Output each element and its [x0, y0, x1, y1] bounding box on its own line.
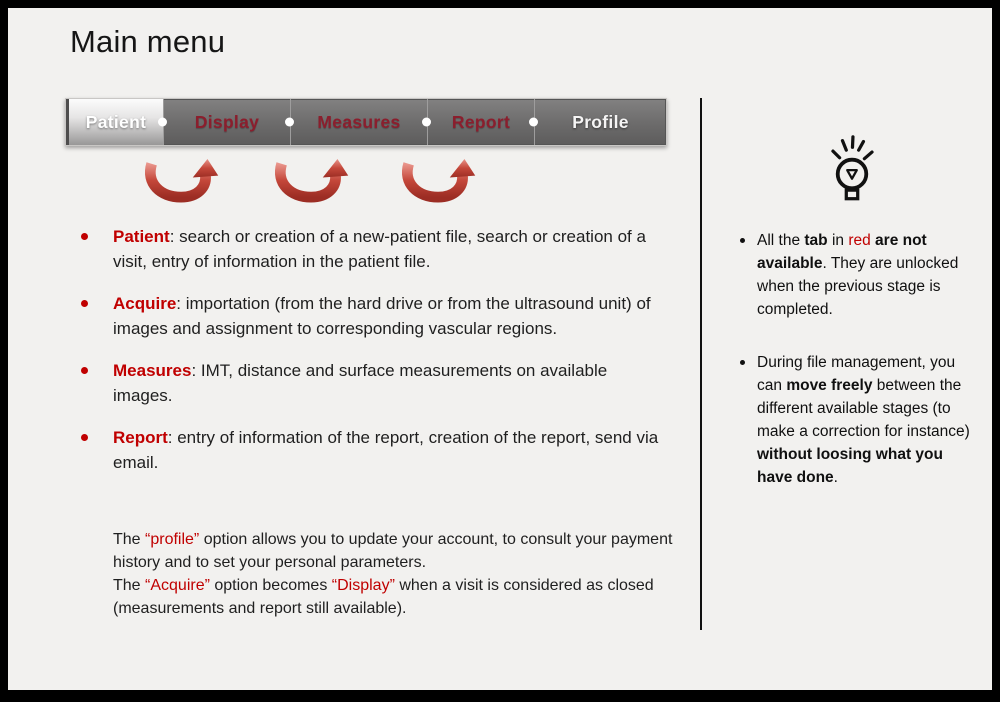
curved-arrow-icon — [398, 156, 480, 203]
red-bullet-marker — [81, 434, 88, 441]
tab-display[interactable] — [163, 99, 290, 145]
red-bullet-marker — [81, 367, 88, 374]
tab-report-label: Report — [451, 111, 511, 132]
note-text: During file management, you can move freely between the different available stages (to make a correction for instance) without loosing what you have done. — [757, 354, 970, 486]
tab-profile[interactable] — [534, 99, 666, 145]
tab-display-label: Display — [194, 111, 260, 132]
curved-arrow-icon — [141, 156, 223, 203]
tips-panel — [724, 133, 980, 519]
list-item — [66, 358, 662, 408]
main-bullet-list — [66, 224, 662, 492]
curved-arrow-icon — [271, 156, 353, 203]
list-item — [66, 224, 662, 274]
tab-patient[interactable] — [66, 99, 163, 145]
black-bullet-marker — [740, 238, 745, 243]
red-bullet-marker — [81, 300, 88, 307]
tab-separator-dot — [158, 118, 167, 127]
list-item — [66, 291, 662, 341]
tab-separator-dot — [285, 118, 294, 127]
tab-profile-label: Profile — [572, 111, 629, 132]
bullet-text: Patient: search or creation of a new-patient file, search or creation of a visit, entry of information in the patient file. — [113, 227, 646, 271]
tab-report[interactable] — [427, 99, 534, 145]
red-bullet-marker — [81, 233, 88, 240]
page-title: Main menu — [70, 24, 226, 59]
tab-separator-dot — [529, 118, 538, 127]
tab-separator-dot — [422, 118, 431, 127]
vertical-divider — [700, 98, 702, 630]
list-item — [724, 229, 976, 321]
black-bullet-marker — [740, 360, 745, 365]
lightbulb-icon — [822, 133, 882, 213]
footnote-acquire-display: The “Acquire” option becomes “Display” when a visit is considered as closed (measurements and report still available). — [113, 577, 654, 617]
bullet-text: Report: entry of information of the report, creation of the report, send via email. — [113, 428, 659, 472]
bullet-text: Acquire: importation (from the hard drive or from the ultrasound unit) of images and assignment to corresponding vascular regions. — [113, 294, 651, 338]
tab-measures[interactable] — [290, 99, 427, 145]
tab-patient-label: Patient — [85, 111, 147, 132]
menu-bar — [65, 98, 667, 146]
list-item — [724, 351, 976, 489]
tab-measures-label: Measures — [317, 111, 401, 132]
footnote-block — [113, 528, 691, 620]
list-item — [66, 425, 662, 475]
footnote-profile: The “profile” option allows you to update your account, to consult your payment history and to set your personal parameters. — [113, 531, 673, 571]
bullet-text: Measures: IMT, distance and surface measurements on available images. — [113, 361, 608, 405]
slide — [8, 8, 992, 690]
note-text: All the tab in red are not available. They are unlocked when the previous stage is completed. — [757, 232, 959, 318]
